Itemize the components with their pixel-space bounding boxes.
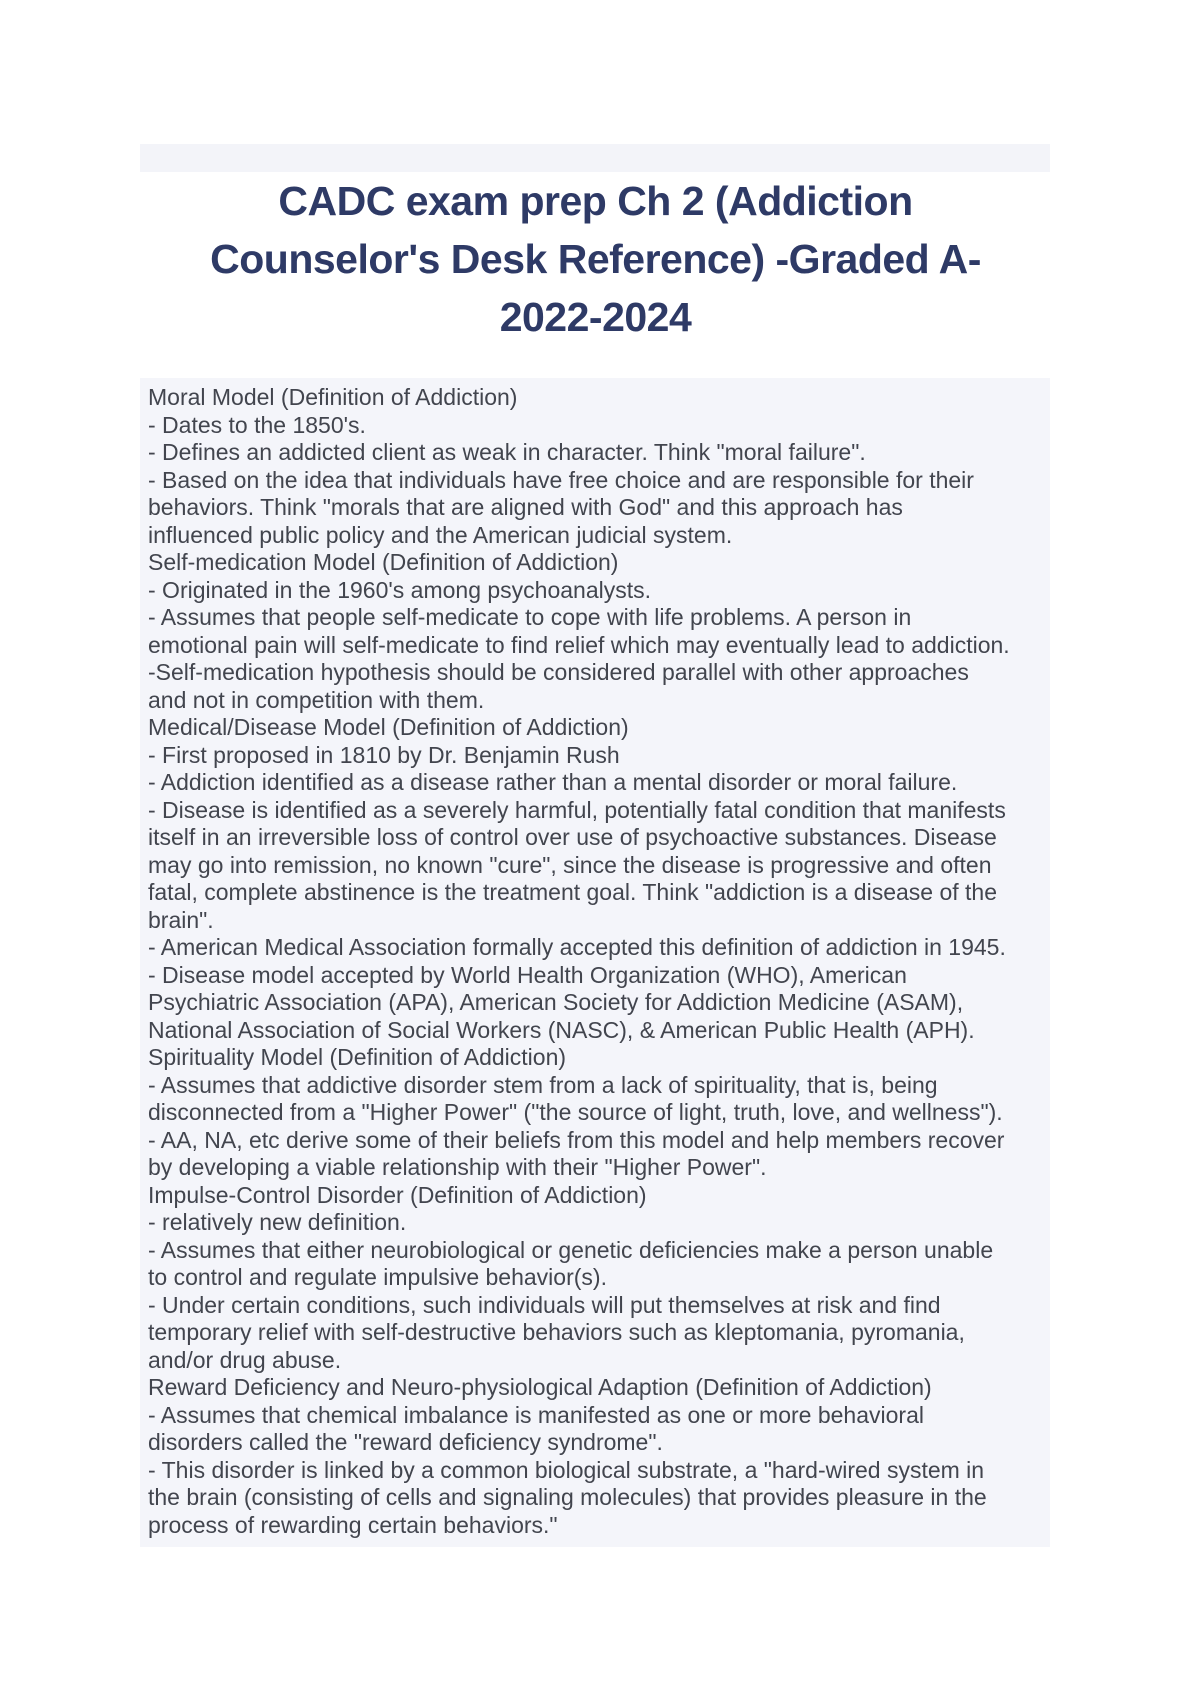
document-line: Moral Model (Definition of Addiction) [148,384,518,410]
document-line: behaviors. Think "morals that are aligned with God" and this approach has [148,494,903,520]
document-line: temporary relief with self-destructive behaviors such as kleptomania, pyromania, [148,1319,965,1345]
document-line: disconnected from a "Higher Power" ("the source of light, truth, love, and wellness"). [148,1099,1003,1125]
document-line: Self-medication Model (Definition of Addiction) [148,549,619,575]
document-line: - This disorder is linked by a common biological substrate, a "hard-wired system in [148,1456,985,1483]
document-line: - Assumes that people self-medicate to cope with life problems. A person in [148,604,912,630]
document-line: - Assumes that either neurobiological or genetic deficiencies make a person unable [148,1236,994,1263]
document-line: the brain (consisting of cells and signaling molecules) that provides pleasure in the [148,1484,987,1510]
document-line: brain". [148,906,214,933]
document-line: and/or drug abuse. [148,1346,342,1373]
document-line: - Disease is identified as a severely harmful, potentially fatal condition that manifests [148,796,1006,823]
document-line: - Dates to the 1850's. [148,411,366,438]
document-line: fatal, complete abstinence is the treatment goal. Think "addiction is a disease of the [148,879,998,905]
document-line: to control and regulate impulsive behavior(s). [148,1264,607,1290]
document-line: - Addiction identified as a disease rather than a mental disorder or moral failure. [148,769,958,795]
document-line: disorders called the "reward deficiency syndrome". [148,1429,663,1455]
document-line: Medical/Disease Model (Definition of Addiction) [148,714,629,740]
document-line: National Association of Social Workers (NASC), & American Public Health (APH). [148,1016,975,1043]
document-title [0,172,1191,346]
document-line: Impulse-Control Disorder (Definition of Addiction) [148,1181,647,1208]
document-line: - Disease model accepted by World Health Organization (WHO), American [148,961,907,988]
document-line: - American Medical Association formally accepted this definition of addiction in 1945. [148,934,1006,960]
document-line: - First proposed in 1810 by Dr. Benjamin Rush [148,741,620,768]
title-line-2: Counselor's Desk Reference) -Graded A- [210,236,981,282]
document-line: and not in competition with them. [148,686,485,713]
title-line-1: CADC exam prep Ch 2 (Addiction [278,178,913,224]
title-line-3: 2022-2024 [499,294,692,340]
document-line: - Assumes that addictive disorder stem from a lack of spirituality, that is, being [148,1071,938,1098]
document-line: - Defines an addicted client as weak in character. Think "moral failure". [148,439,866,465]
document-line: itself in an irreversible loss of control over use of psychoactive substances. Disease [148,824,997,850]
document-line: process of rewarding certain behaviors." [148,1511,558,1538]
document-body [148,384,1042,1539]
document-line: may go into remission, no known "cure", since the disease is progressive and often [148,851,992,878]
document-line: - Assumes that chemical imbalance is manifested as one or more behavioral [148,1401,924,1428]
document-line: - Under certain conditions, such individuals will put themselves at risk and find [148,1291,941,1318]
header-highlight-bar [140,144,1050,172]
document-line: Spirituality Model (Definition of Addiction) [148,1044,567,1070]
document-line: by developing a viable relationship with their "Higher Power". [148,1154,767,1180]
document-line: - AA, NA, etc derive some of their beliefs from this model and help members recover [148,1126,1005,1153]
document-line: Psychiatric Association (APA), American Society for Addiction Medicine (ASAM), [148,989,964,1015]
document-line: Reward Deficiency and Neuro-physiological Adaption (Definition of Addiction) [148,1374,932,1400]
document-line: - Originated in the 1960's among psychoanalysts. [148,576,652,603]
document-line: - Based on the idea that individuals have free choice and are responsible for their [148,466,974,493]
document-line: -Self-medication hypothesis should be considered parallel with other approaches [148,659,969,685]
document-line: influenced public policy and the American judicial system. [148,521,733,548]
document-body-panel [140,378,1050,1547]
document-line: - relatively new definition. [148,1209,407,1235]
document-line: emotional pain will self-medicate to find relief which may eventually lead to addiction. [148,631,1010,658]
